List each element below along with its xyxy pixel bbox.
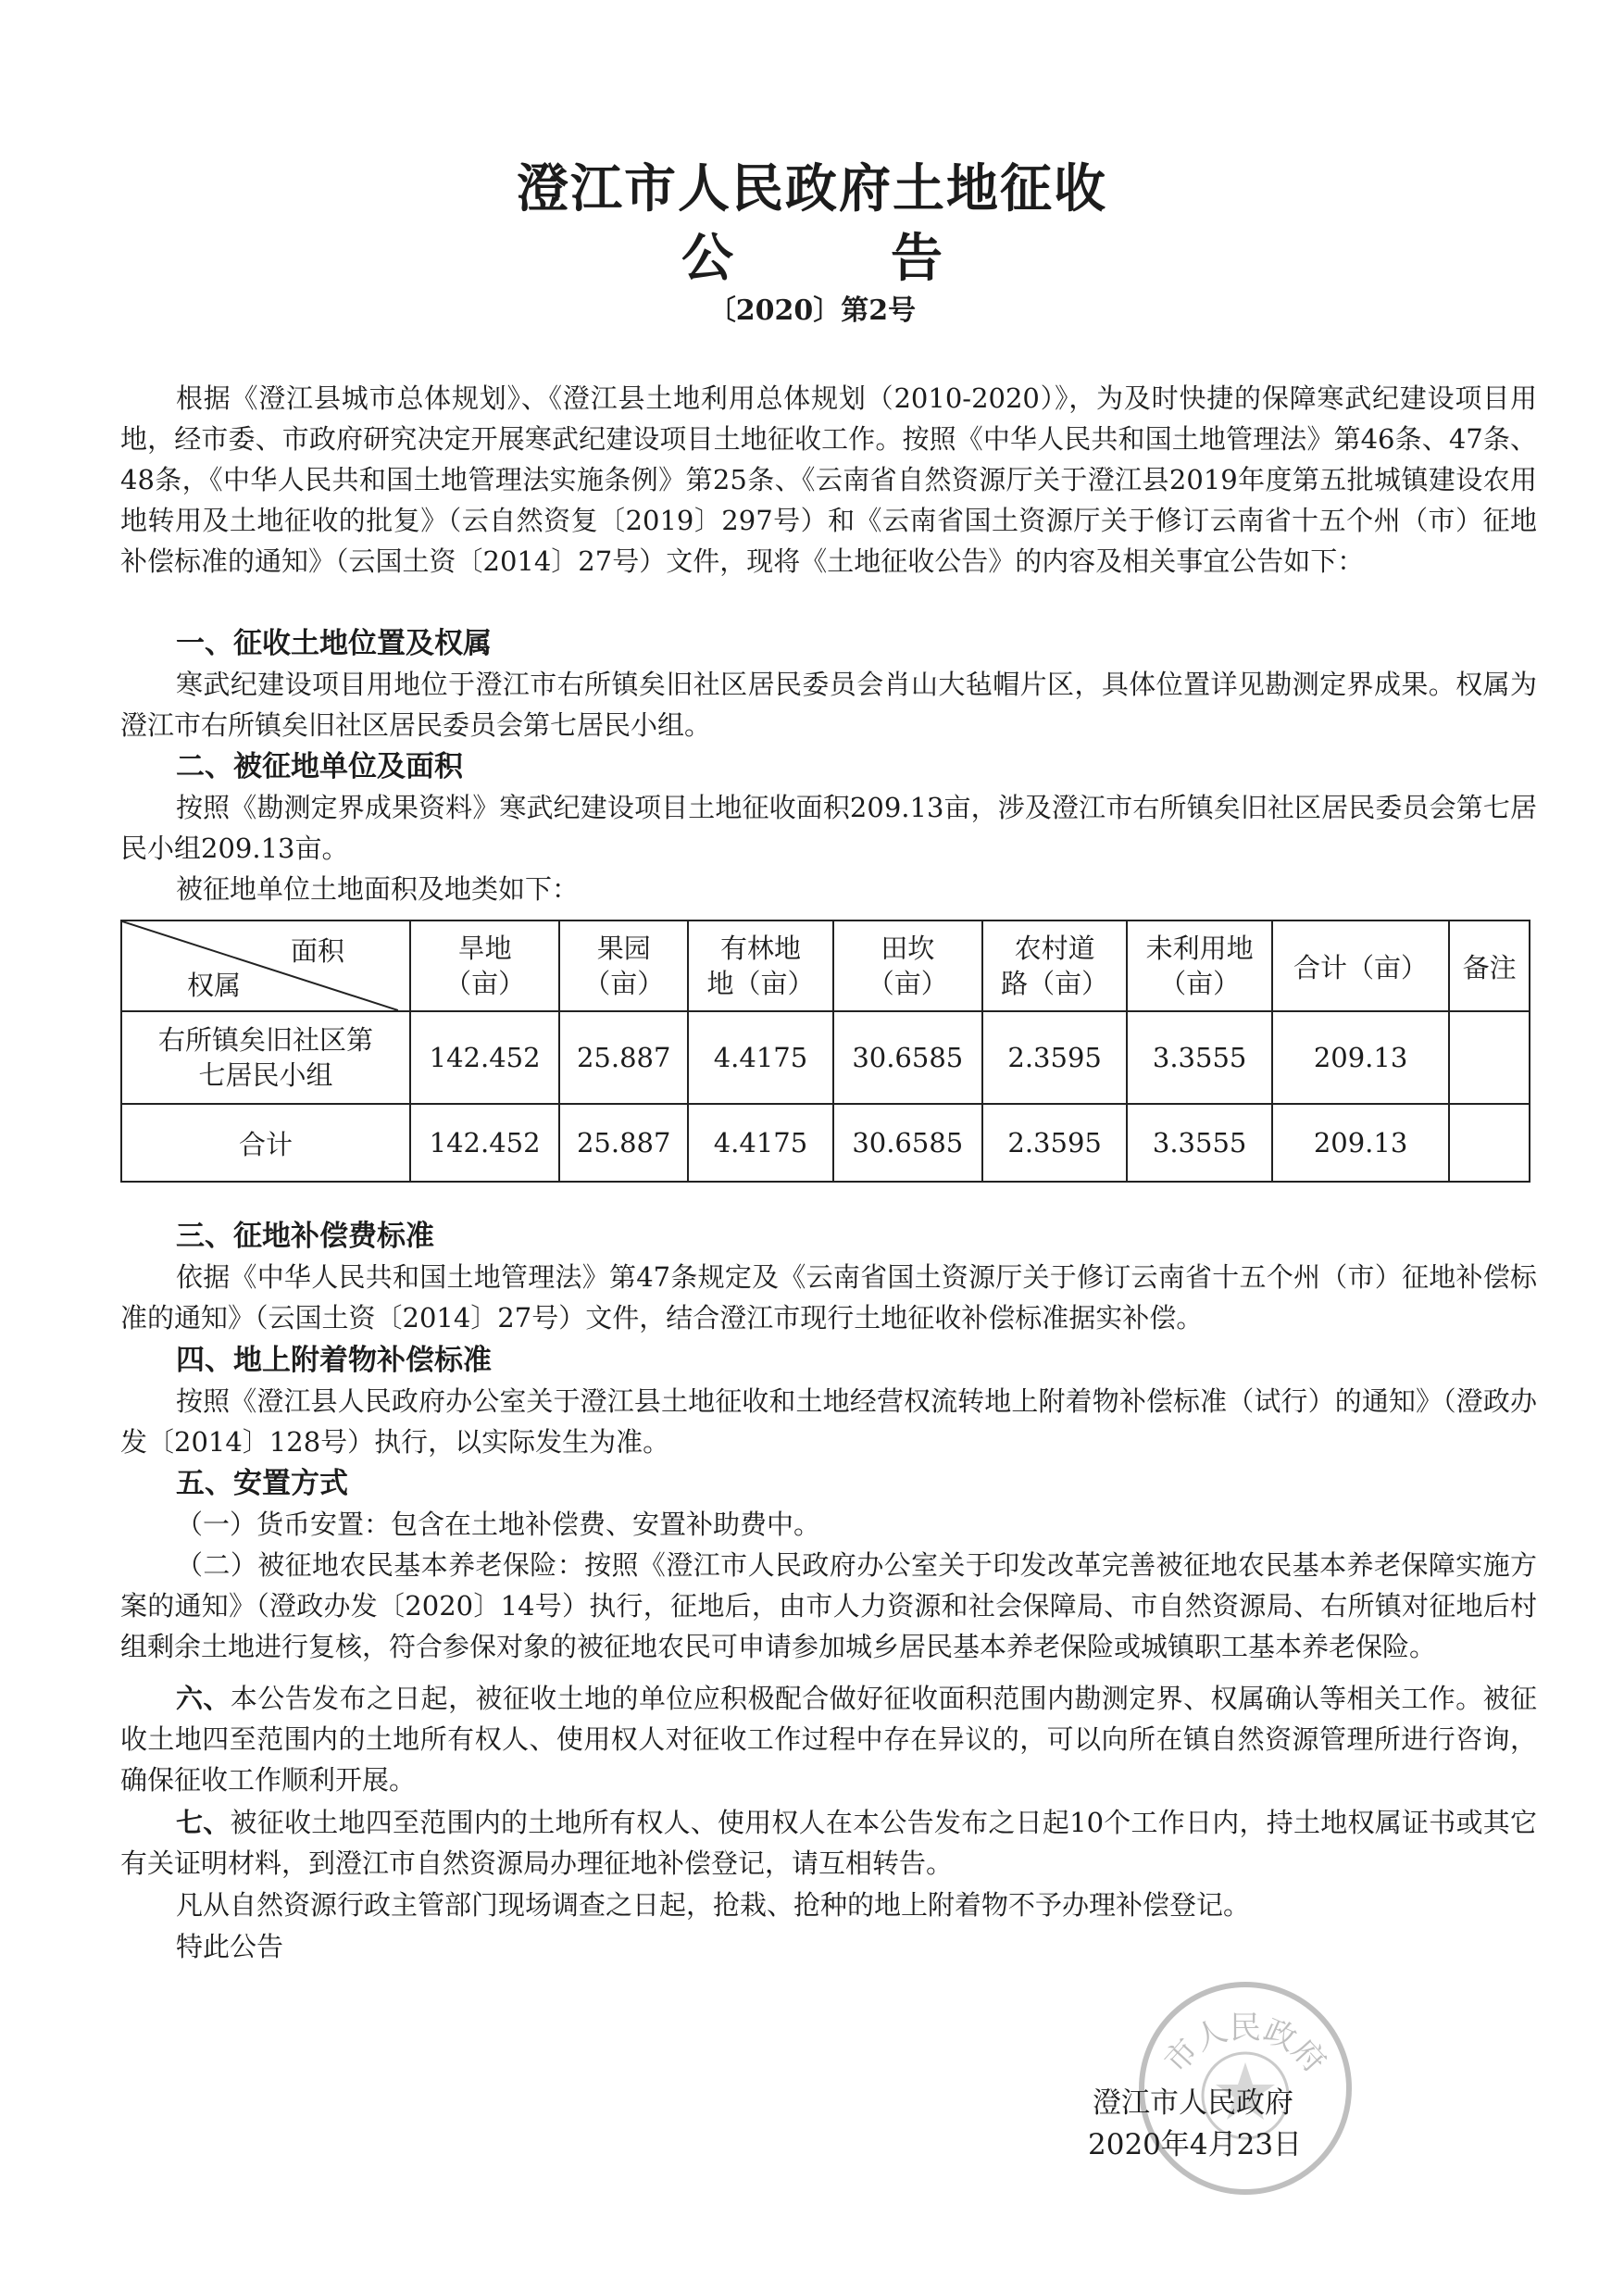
cell-remark bbox=[1449, 1104, 1530, 1182]
section-5-item-1: （一）货币安置：包含在土地补偿费、安置补助费中。 bbox=[176, 1509, 821, 1540]
cell-dryland: 142.452 bbox=[410, 1104, 559, 1182]
cell-forest: 4.4175 bbox=[688, 1011, 832, 1104]
row-owner: 右所镇矣旧社区第 七居民小组 bbox=[121, 1011, 410, 1104]
diagonal-line bbox=[122, 921, 398, 1010]
cell-orchard: 25.887 bbox=[559, 1104, 688, 1182]
cell-rural-road: 2.3595 bbox=[982, 1104, 1127, 1182]
header-owner-label: 权属 bbox=[187, 970, 242, 1001]
document-number: 〔2020〕第2号 bbox=[707, 294, 917, 327]
section-2-body: 按照《勘测定界成果资料》寒武纪建设项目土地征收面积209.13亩，涉及澄江市右所镇矣旧社区居民委员会第七居民小组209.13亩。 bbox=[120, 792, 1537, 864]
cell-remark bbox=[1449, 1011, 1530, 1104]
section-7: 七、被征收土地四至范围内的土地所有权人、使用权人在本公告发布之日起10个工作日内，持土地权属证书或其它有关证明材料，到澄江市自然资源局办理征地补偿登记，请互相转告。 bbox=[120, 1807, 1537, 1879]
special-notice: 特此公告 bbox=[176, 1931, 284, 1962]
col-header-dryland: 旱地 （亩） bbox=[410, 921, 559, 1011]
cell-dryland: 142.452 bbox=[410, 1011, 559, 1104]
col-header-remark: 备注 bbox=[1449, 921, 1530, 1011]
intro-paragraph: 根据《澄江县城市总体规划》、《澄江县土地利用总体规划（2010-2020）》，为及时快捷的保障寒武纪建设项目用地，经市委、市政府研究决定开展寒武纪建设项目土地征收工作。按照《中华人民共和国土地管理法》第46条、47条、48条，《中华人民共和国土地管理法实施条例》第25条、《云南省自然资源厅关于澄江县2019年度第五批城镇建设农用地转用及土地征收的批复》（云自然资复〔2019〕297号）和《云南省国土资源厅关于修订云南省十五个州（市）征地补偿标准的通知》（云国土资〔2014〕27号）文件，现将《土地征收公告》的内容及相关事宜公告如下： bbox=[120, 382, 1537, 577]
col-header-rural-road: 农村道 路（亩） bbox=[982, 921, 1127, 1011]
table-header-row bbox=[121, 921, 1530, 1011]
section-5-item-2: （二）被征地农民基本养老保险：按照《澄江市人民政府办公室关于印发改革完善被征地农民基本养老保障实施方案的通知》（澄政办发〔2020〕14号）执行，征地后，由市人力资源和社会保障局、市自然资源局、右所镇对征地后村组剩余土地进行复核，符合参保对象的被征地农民可申请参加城乡居民基本养老保险或城镇职工基本养老保险。 bbox=[120, 1549, 1537, 1662]
table-intro: 被征地单位土地面积及地类如下： bbox=[176, 873, 580, 905]
cell-total: 209.13 bbox=[1272, 1104, 1449, 1182]
section-4-title: 四、地上附着物补偿标准 bbox=[176, 1344, 492, 1377]
cell-unused: 3.3555 bbox=[1127, 1011, 1271, 1104]
cell-ridge: 30.6585 bbox=[833, 1011, 982, 1104]
section-5-title: 五、安置方式 bbox=[176, 1467, 348, 1500]
closing-paragraph: 凡从自然资源行政主管部门现场调查之日起，抢栽、抢种的地上附着物不予办理补偿登记。 bbox=[176, 1889, 1251, 1921]
seal-text: 市人民政府 bbox=[1157, 2010, 1333, 2081]
col-header-total: 合计（亩） bbox=[1272, 921, 1449, 1011]
section-2-title: 二、被征地单位及面积 bbox=[176, 750, 463, 783]
cell-orchard: 25.887 bbox=[559, 1011, 688, 1104]
notice-title: 澄江市人民政府土地征收 bbox=[517, 158, 1107, 219]
section-3-body: 依据《中华人民共和国土地管理法》第47条规定及《云南省国土资源厅关于修订云南省十五个州（市）征地补偿标准的通知》（云国土资〔2014〕27号）文件，结合澄江市现行土地征收补偿标准据实补偿。 bbox=[120, 1261, 1537, 1334]
cell-rural-road: 2.3595 bbox=[982, 1011, 1127, 1104]
section-4-body: 按照《澄江县人民政府办公室关于澄江县土地征收和土地经营权流转地上附着物补偿标准（试行）的通知》（澄政办发〔2014〕128号）执行，以实际发生为准。 bbox=[120, 1385, 1537, 1458]
cell-unused: 3.3555 bbox=[1127, 1104, 1271, 1182]
subtitle-char-right: 告 bbox=[891, 228, 943, 289]
col-header-orchard: 果园 （亩） bbox=[559, 921, 688, 1011]
col-header-unused: 未利用地 （亩） bbox=[1127, 921, 1271, 1011]
issuer-name: 澄江市人民政府 bbox=[1093, 2086, 1293, 2120]
diagonal-header-cell bbox=[121, 921, 410, 1011]
notice-subtitle bbox=[0, 218, 1624, 292]
section-6: 六、本公告发布之日起，被征收土地的单位应积极配合做好征收面积范围内勘测定界、权属确认等相关工作。被征收土地四至范围内的土地所有权人、使用权人对征收工作过程中存在异议的，可以向所在镇自然资源管理所进行咨询，确保征收工作顺利开展。 bbox=[120, 1683, 1537, 1796]
header-area-label: 面积 bbox=[290, 935, 344, 967]
table-total-row bbox=[121, 1104, 1530, 1182]
cell-total: 209.13 bbox=[1272, 1011, 1449, 1104]
subtitle-char-left: 公 bbox=[681, 228, 733, 289]
table-row bbox=[121, 1011, 1530, 1104]
row-owner: 合计 bbox=[121, 1104, 410, 1182]
section-3-title: 三、征地补偿费标准 bbox=[176, 1220, 434, 1253]
section-1-body: 寒武纪建设项目用地位于澄江市右所镇矣旧社区居民委员会肖山大毡帽片区，具体位置详见勘测定界成果。权属为澄江市右所镇矣旧社区居民委员会第七居民小组。 bbox=[120, 669, 1537, 741]
land-area-table bbox=[120, 920, 1530, 1183]
cell-forest: 4.4175 bbox=[688, 1104, 832, 1182]
col-header-forest: 有林地 地（亩） bbox=[688, 921, 832, 1011]
section-1-title: 一、征收土地位置及权属 bbox=[176, 627, 492, 660]
col-header-ridge: 田坎 （亩） bbox=[833, 921, 982, 1011]
issue-date: 2020年4月23日 bbox=[1088, 2128, 1303, 2161]
cell-ridge: 30.6585 bbox=[833, 1104, 982, 1182]
